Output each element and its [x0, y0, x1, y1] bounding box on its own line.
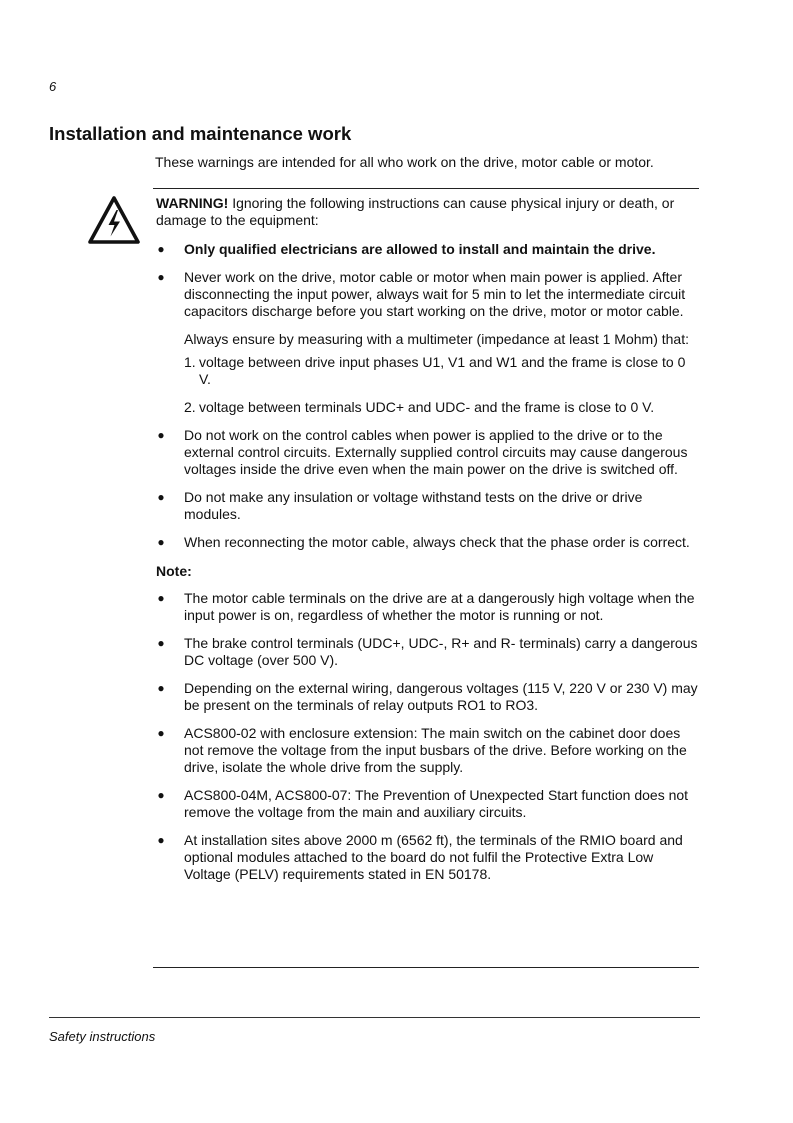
list-item [156, 832, 698, 883]
step-number: 2. [184, 399, 196, 415]
note-text: ACS800-04M, ACS800-07: The Prevention of Unexpected Start function does not remove the voltage from the main and auxiliary circuits. [184, 787, 689, 820]
list-item [156, 241, 698, 258]
warning-lead [156, 195, 698, 229]
list-item [156, 787, 698, 821]
step-item [184, 354, 698, 388]
bullet-icon: ● [157, 535, 165, 549]
bullet-icon: ● [157, 726, 165, 740]
footer-rule [49, 1017, 700, 1018]
measure-steps [184, 354, 698, 416]
list-item [156, 534, 698, 551]
note-bullet-list [156, 590, 698, 883]
list-item [156, 489, 698, 523]
section-title: Installation and maintenance work [49, 123, 352, 144]
bullet-text: Never work on the drive, motor cable or motor when main power is applied. After disconnecting the input power, always wait for 5 min to let the intermediate circuit capacitors discharge before you start working on the drive, motor or motor cable. [184, 269, 686, 319]
step-number: 1. [184, 354, 196, 370]
bullet-text: Do not work on the control cables when power is applied to the drive or to the external control circuits. Externally supplied control circuits may cause dangerous voltages inside the drive even when the main power on the drive is switched off. [184, 427, 688, 477]
list-item [156, 725, 698, 776]
high-voltage-warning-icon [88, 196, 140, 244]
warning-block [156, 195, 698, 894]
intro-paragraph: These warnings are intended for all who work on the drive, motor cable or motor. [155, 154, 654, 170]
bullet-text: Do not make any insulation or voltage withstand tests on the drive or drive modules. [184, 489, 643, 522]
warning-bottom-rule [153, 967, 699, 968]
bullet-icon: ● [157, 681, 165, 695]
step-text: voltage between terminals UDC+ and UDC- and the frame is close to 0 V. [199, 399, 655, 415]
step-item [184, 399, 698, 416]
list-item [156, 590, 698, 624]
bullet-text: When reconnecting the motor cable, always check that the phase order is correct. [184, 534, 690, 550]
step-text: voltage between drive input phases U1, V1 and W1 and the frame is close to 0 V. [199, 354, 686, 387]
list-item [156, 680, 698, 714]
note-text: The brake control terminals (UDC+, UDC-, R+ and R- terminals) carry a dangerous DC voltage (over 500 V). [184, 635, 698, 668]
note-text: The motor cable terminals on the drive are at a dangerously high voltage when the input power is on, regardless of whether the motor is running or not. [184, 590, 695, 623]
warning-bullet-list [156, 241, 698, 551]
list-item [156, 269, 698, 416]
list-item [156, 635, 698, 669]
warning-top-rule [153, 188, 699, 189]
warning-lead-text: Ignoring the following instructions can cause physical injury or death, or damage to the equipment: [156, 195, 675, 228]
bullet-icon: ● [157, 428, 165, 442]
footer-section-name: Safety instructions [49, 1029, 156, 1044]
bullet-icon: ● [157, 270, 165, 284]
bullet-text: Only qualified electricians are allowed to install and maintain the drive. [184, 241, 656, 257]
page-number: 6 [49, 79, 57, 94]
note-text: ACS800-02 with enclosure extension: The main switch on the cabinet door does not remove the voltage from the input busbars of the drive. Before working on the drive, isolate the whole drive from the supply. [184, 725, 687, 775]
bullet-icon: ● [157, 242, 165, 256]
note-text: Depending on the external wiring, dangerous voltages (115 V, 220 V or 230 V) may be present on the terminals of relay outputs RO1 to RO3. [184, 680, 698, 713]
bullet-icon: ● [157, 788, 165, 802]
bullet-icon: ● [157, 591, 165, 605]
note-text: At installation sites above 2000 m (6562 ft), the terminals of the RMIO board and optional modules attached to the board do not fulfil the Protective Extra Low Voltage (PELV) requirements stated in EN 50178. [184, 832, 683, 882]
note-label: Note: [156, 563, 192, 579]
bullet-icon: ● [157, 636, 165, 650]
list-item [156, 427, 698, 478]
warning-label: WARNING! [156, 195, 229, 211]
measure-intro: Always ensure by measuring with a multimeter (impedance at least 1 Mohm) that: [184, 331, 689, 347]
bullet-icon: ● [157, 490, 165, 504]
bullet-icon: ● [157, 833, 165, 847]
